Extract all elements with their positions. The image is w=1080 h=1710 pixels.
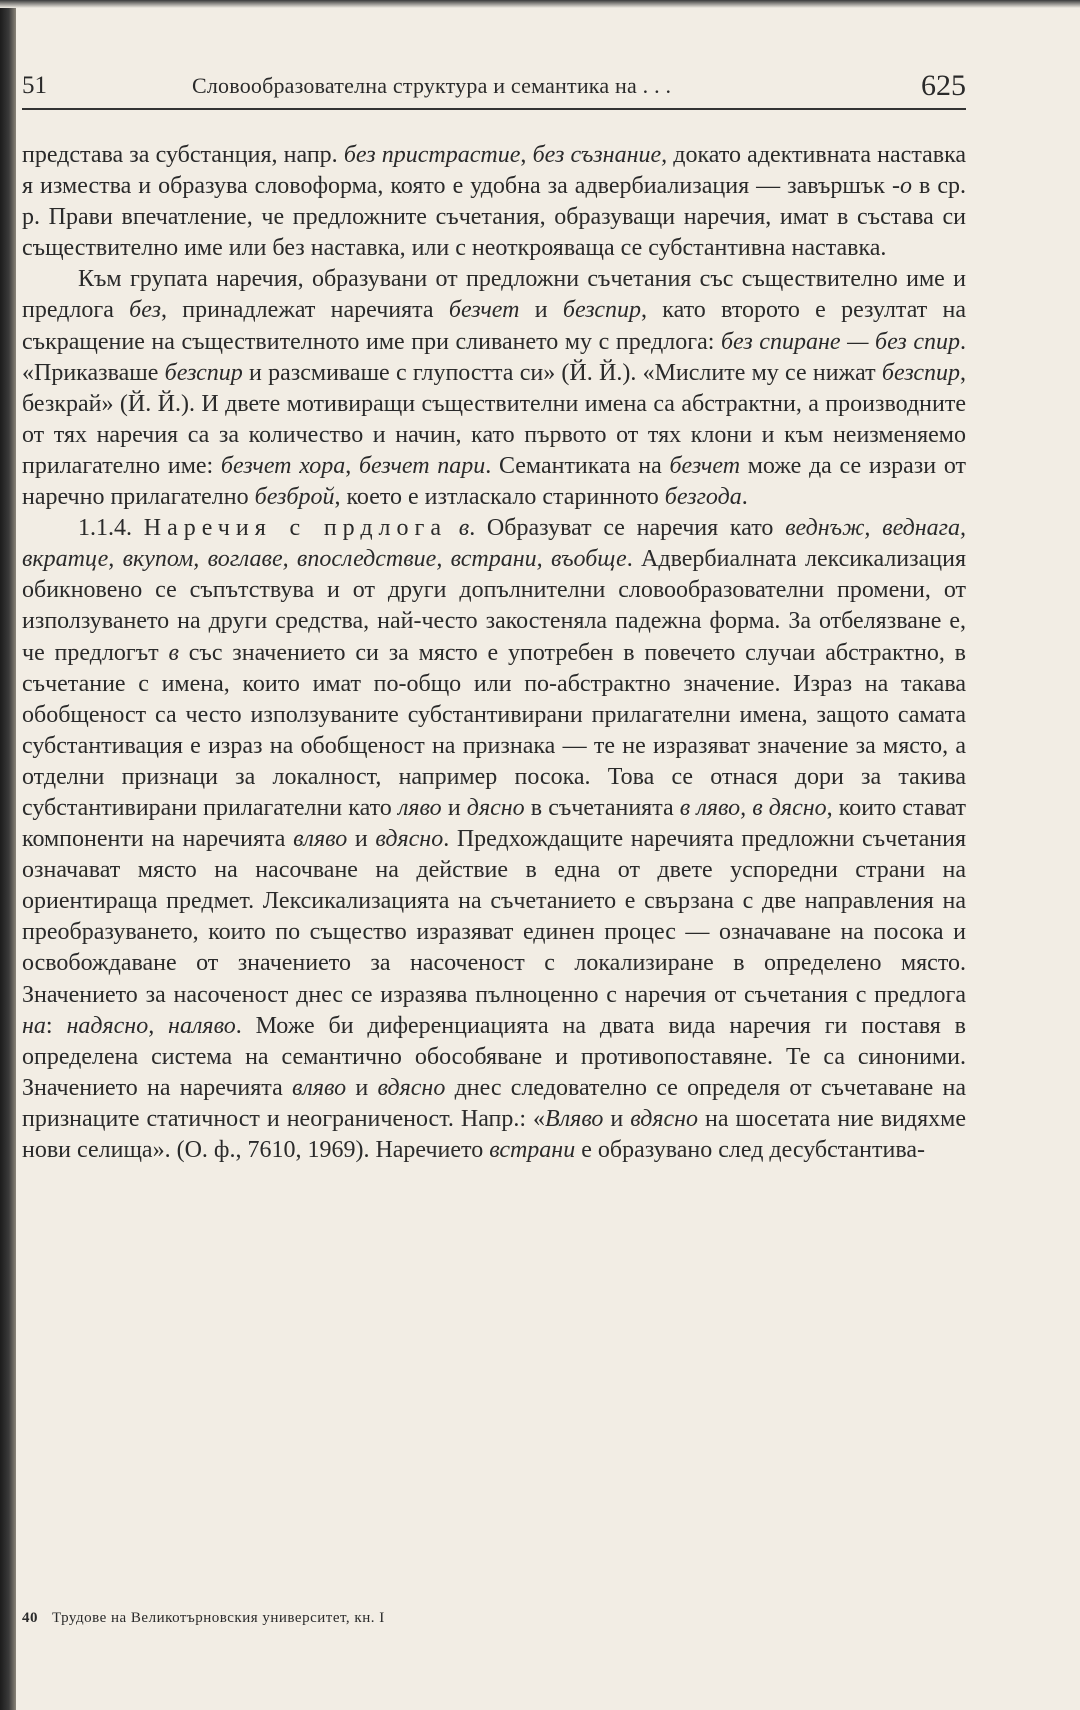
example: в	[458, 515, 470, 542]
paragraph-2	[22, 264, 966, 513]
example: встрани	[489, 1137, 576, 1163]
example: в	[168, 639, 179, 666]
signature-footer	[22, 1610, 385, 1627]
example: безчет пари	[358, 452, 486, 479]
text: днес следователно се определя от съчетаване на признаците статичност и неограниченост. Напр.: «	[22, 1074, 966, 1132]
page-number: 625	[921, 69, 966, 102]
text	[447, 515, 459, 541]
text: докато адективната наставка я измества и образува словоформа, която е удобна за адвербиализация — завършък	[22, 142, 967, 200]
example: безгода	[664, 484, 742, 511]
text: със значението си за място е употребен в повечето случаи абстрактно, в съчетание с имена, които имат по-общо или по-абстрактно значение. Израз на такава обобщеност са често използуваните субстантивирани прилагателни имена, защото самата субстантивация е израз на обобщеност на признака — те не изразяват значение за място, а отделни признаци за локалност, например посока. Това се отнася дори за такива субстантивирани прилагателни като	[22, 639, 966, 821]
page-top-edge	[0, 0, 1080, 8]
example: на	[22, 1012, 46, 1039]
text: , които стават компоненти на наречията	[22, 794, 966, 853]
example: безчет	[669, 452, 741, 479]
example: безспир	[881, 359, 961, 386]
text: Към групата наречия, образувани от предложни съчетания със съществително име и предлога	[22, 266, 966, 324]
text: ,	[520, 142, 533, 168]
text: . Предхождащите наречията предложни съчетания означават място на насочване на действие в една от двете успоредни страни на ориентираща предмет. Лексикализацията на съчетанието е свързана с две направления на преобразуването, които по същество изразяват единен процес — означаване на посока и освобождаване от значението за насоченост с локализиране в определено място. Значението за насоченост днес се изразява пълноценно с наречия от съчетания с предлога	[22, 826, 967, 1008]
signature-number: 40	[22, 1610, 38, 1626]
text: . Може би диференциацията на двата вида наречия ги поставя в определена система на семантично обособяване и противопоставяне. Те са синоними. Значението на наречията	[22, 1012, 967, 1101]
example: безчет	[448, 297, 520, 324]
example: безчет хора	[220, 452, 346, 479]
text: може да се изрази от наречно прилагателно	[22, 452, 967, 511]
text: :	[45, 1012, 67, 1039]
text: и	[441, 794, 467, 821]
book-binding-shadow	[0, 0, 16, 1710]
text: в съчетанията	[524, 794, 680, 821]
example: без пристрастие	[343, 142, 521, 168]
example: вдясно	[630, 1105, 699, 1132]
text: . «Приказваше	[22, 328, 966, 386]
header-rule	[22, 108, 966, 110]
example: Вляво	[545, 1105, 604, 1132]
example: вдясно	[377, 1074, 446, 1101]
example: без	[129, 297, 161, 324]
text: и	[519, 297, 563, 324]
running-title: Словообразователна структура и семантика на . . .	[192, 73, 672, 98]
text: представа за субстанция, напр.	[22, 142, 344, 168]
paragraph-3	[22, 513, 966, 1166]
article-body	[22, 140, 966, 1166]
example: вдясно	[375, 826, 444, 853]
text: ,	[345, 452, 359, 479]
text: , като второто е резултат на съкращение на съществителното име при сливането му с предлога:	[22, 297, 967, 355]
example: вляво	[292, 1074, 347, 1101]
text: в ср. р. Прави впечатление, че предложните съчетания, образуващи наречия, имат в състава си съществително име или без наставка, или с неоткрояваща се субстантивна наставка.	[22, 173, 966, 262]
paragraph-1	[22, 140, 966, 264]
example: -о	[891, 173, 912, 200]
running-header	[22, 66, 966, 106]
example: безспир	[164, 359, 243, 386]
example: вляво	[293, 826, 348, 853]
example: надясно, наляво	[66, 1012, 236, 1039]
example: ляво	[397, 794, 442, 821]
header-left-number: 51	[22, 72, 47, 99]
section-heading-spaced: Наречия с прдлога	[143, 515, 448, 542]
text: , принадлежат наречията	[160, 297, 449, 324]
example: в ляво, в дясно	[679, 794, 827, 821]
text: и	[603, 1105, 631, 1132]
text: . Образуват се наречия като	[469, 515, 786, 542]
example: веднъж, веднага, вкратце, вкупом, воглаве, впоследствие, встрани, въобще	[22, 515, 967, 573]
example: безспир	[562, 297, 641, 324]
text: и разсмиваше с глупостта си» (Й. Й.). «Мислите му се нижат	[242, 359, 882, 386]
text: . Семантиката на	[485, 452, 670, 479]
section-number: 1.1.4.	[78, 515, 144, 542]
text: и	[346, 1074, 378, 1101]
text: , безкрай» (Й. Й.). И двете мотивиращи съществителни имена са абстрактни, а производните от тях наречия са за количество и начин, като първото от тях клони и към неизменяемо прилагателно име:	[22, 359, 967, 479]
text: и	[347, 826, 376, 853]
text: . Адвербиалната лексикализация обикновено се съпътствува и от други допълнителни словообразователни промени, от използуването на други средства, най-често закостеняла падежна форма. За отбелязване е, че предлогът	[22, 546, 966, 666]
example: дясно	[466, 794, 525, 821]
text: на шосетата ние видяхме нови селища». (О. ф., 7610, 1969). Наречието	[22, 1105, 966, 1163]
example: без съзнание,	[532, 142, 668, 168]
signature-text: Трудове на Великотърновския университет, кн. I	[52, 1610, 385, 1626]
example: безброй	[254, 484, 335, 511]
example: без спиране — без спир	[720, 328, 960, 355]
text: .	[741, 484, 748, 511]
text: , което е изтласкало старинното	[334, 484, 665, 511]
text: е образувано след десубстантива-	[575, 1137, 926, 1163]
